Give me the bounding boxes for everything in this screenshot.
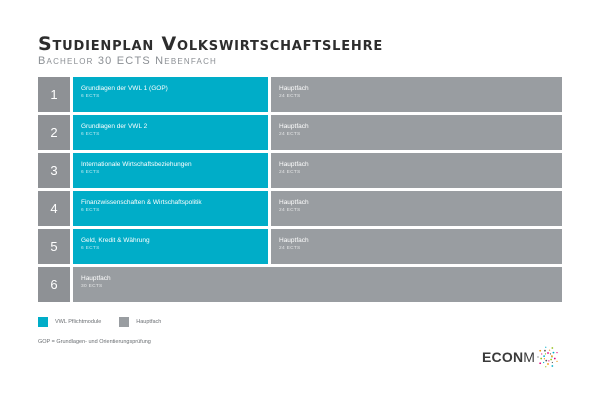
semester-row <box>38 191 562 226</box>
page-subtitle: Bachelor 30 ECTS Nebenfach <box>38 55 218 67</box>
module-name: Grundlagen der VWL 2 <box>81 123 148 130</box>
logo-text-bold: ECON <box>482 349 524 365</box>
study-plan-grid <box>38 77 562 305</box>
semester-row <box>38 267 562 302</box>
pflichtmodul-cell <box>73 229 268 264</box>
logo-text-light: M <box>523 349 536 365</box>
module-name: Grundlagen der VWL 1 (GOP) <box>81 85 168 92</box>
module-ects: 24 ECTS <box>279 208 301 213</box>
pflichtmodul-cell <box>73 153 268 188</box>
pflichtmodul-cell <box>73 115 268 150</box>
module-ects: 6 ECTS <box>81 246 100 251</box>
legend-label: Hauptfach <box>136 319 162 325</box>
semester-number: 3 <box>38 153 70 188</box>
hauptfach-cell <box>73 267 562 302</box>
module-name: Hauptfach <box>81 275 111 282</box>
semester-number: 1 <box>38 77 70 112</box>
legend-label: VWL Pflichtmodule <box>55 319 102 325</box>
module-ects: 6 ECTS <box>81 94 100 99</box>
module-name: Hauptfach <box>279 199 309 206</box>
legend-item <box>119 317 161 327</box>
page-title: Studienplan Volkswirtschaftslehre <box>38 33 384 55</box>
pflichtmodul-cell <box>73 77 268 112</box>
semester-number: 2 <box>38 115 70 150</box>
logo-text <box>482 349 535 365</box>
module-ects: 24 ECTS <box>279 170 301 175</box>
semester-number: 6 <box>38 267 70 302</box>
legend-item <box>38 317 101 327</box>
module-ects: 6 ECTS <box>81 208 100 213</box>
module-name: Finanzwissenschaften & Wirtschaftspolitik <box>81 199 202 206</box>
module-ects: 6 ECTS <box>81 170 100 175</box>
semester-number: 5 <box>38 229 70 264</box>
legend <box>38 317 179 327</box>
econ-logo <box>482 346 559 368</box>
pflichtmodul-cell <box>73 191 268 226</box>
hauptfach-cell <box>271 153 562 188</box>
module-name: Internationale Wirtschaftsbeziehungen <box>81 161 192 168</box>
module-ects: 6 ECTS <box>81 132 100 137</box>
hauptfach-cell <box>271 229 562 264</box>
hauptfach-cell <box>271 77 562 112</box>
semester-row <box>38 153 562 188</box>
hauptfach-cell <box>271 191 562 226</box>
semester-number: 4 <box>38 191 70 226</box>
module-ects: 30 ECTS <box>81 284 103 289</box>
semester-row <box>38 77 562 112</box>
footnote: GOP = Grundlagen- und Orientierungsprüfung <box>38 339 151 345</box>
hauptfach-cell <box>271 115 562 150</box>
module-ects: 24 ECTS <box>279 246 301 251</box>
module-name: Hauptfach <box>279 123 309 130</box>
module-name: Hauptfach <box>279 237 309 244</box>
module-name: Hauptfach <box>279 85 309 92</box>
legend-swatch <box>38 317 48 327</box>
burst-icon <box>537 346 559 368</box>
legend-swatch <box>119 317 129 327</box>
semester-row <box>38 229 562 264</box>
module-ects: 24 ECTS <box>279 132 301 137</box>
module-ects: 24 ECTS <box>279 94 301 99</box>
module-name: Geld, Kredit & Währung <box>81 237 150 244</box>
module-name: Hauptfach <box>279 161 309 168</box>
semester-row <box>38 115 562 150</box>
